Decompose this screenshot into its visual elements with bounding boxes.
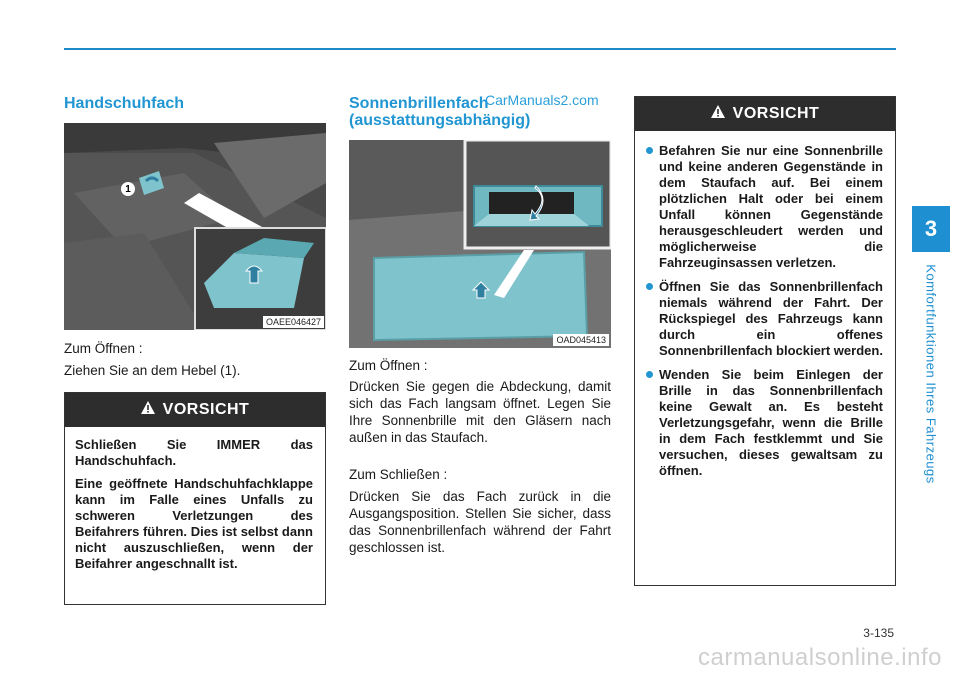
callout-1: 1 [121, 182, 135, 196]
warning-text-1: Schließen Sie IMMER das Handschuhfach. [75, 437, 313, 468]
sunglass-heading-line2: (ausstattungsabhängig) [349, 112, 531, 129]
page-number: 3-135 [863, 626, 894, 640]
sunglass-text-3: Zum Schließen : [349, 467, 448, 482]
glovebox-heading: Handschuhfach [64, 95, 185, 112]
sunglass-figure [349, 140, 611, 348]
sunglass-heading-line1: Sonnenbrillenfach [349, 95, 489, 112]
warning-item: Befahren Sie nur eine Sonnenbrille und keine anderen Gegenstände in dem Staufach auf. Bei einem plötzlichen Halt oder bei einem Unfall können Gegenstände herausgeschleudert werden und möglicherweise die Fahrzeuginsassen verletzen. [645, 143, 883, 271]
sunglass-text-1: Zum Öffnen : [349, 358, 428, 373]
chapter-tab[interactable]: 3 [912, 206, 950, 252]
sunglass-warning-box [634, 96, 896, 586]
watermark: CarManuals2.com [485, 92, 599, 108]
warning-title: VORSICHT [732, 105, 820, 122]
warning-icon [711, 105, 725, 123]
warning-title: VORSICHT [162, 401, 250, 418]
warning-item: Wenden Sie beim Einlegen der Brille in das Sonnenbrillenfach keine Gewalt an. Es besteht Verletzungsgefahr, wenn die Brille in dem Fach festklemmt und Sie versuchen, dieses gewaltsam zu öffnen. [645, 367, 883, 479]
footer-watermark: carmanualsonline.info [698, 644, 942, 671]
glovebox-illustration [64, 123, 326, 330]
sunglass-illustration [349, 140, 611, 348]
glovebox-figure [64, 123, 326, 330]
chapter-title: Komfortfunktionen Ihres Fahrzeugs [923, 264, 939, 484]
warning-header [65, 393, 325, 427]
warning-icon [141, 401, 155, 419]
figure-code: OAEE046427 [263, 316, 324, 328]
sunglass-text-4: Drücken Sie das Fach zurück in die Ausgangsposition. Stellen Sie sicher, dass das Sonnenbrillenfach während der Fahrt geschlossen ist. [349, 489, 611, 555]
warning-text-2: Eine geöffnete Handschuhfachklappe kann im Falle eines Unfalls zu schweren Verletzungen des Beifahrers führen. Dies ist selbst dann nicht auszuschließen, wenn der Beifahrer angeschnallt ist. [75, 476, 313, 571]
bullet-icon [646, 371, 653, 378]
glovebox-text-1: Zum Öffnen : [64, 341, 143, 356]
glovebox-warning-box [64, 392, 326, 605]
bullet-icon [646, 147, 653, 154]
warning-header [635, 97, 895, 131]
sunglass-text-2: Drücken Sie gegen die Abdeckung, damit sich das Fach langsam öffnet. Legen Sie Ihre Sonnenbrille mit den Gläsern nach außen in das Staufach. [349, 379, 611, 445]
figure-code: OAD045413 [553, 334, 609, 346]
bullet-icon [646, 283, 653, 290]
top-rule [64, 48, 896, 50]
warning-item: Öffnen Sie das Sonnenbrillenfach niemals während der Fahrt. Der Rückspiegel des Fahrzeugs kann durch ein offenes Sonnenbrillenfach blockiert werden. [645, 279, 883, 359]
glovebox-text-2: Ziehen Sie an dem Hebel (1). [64, 363, 241, 378]
